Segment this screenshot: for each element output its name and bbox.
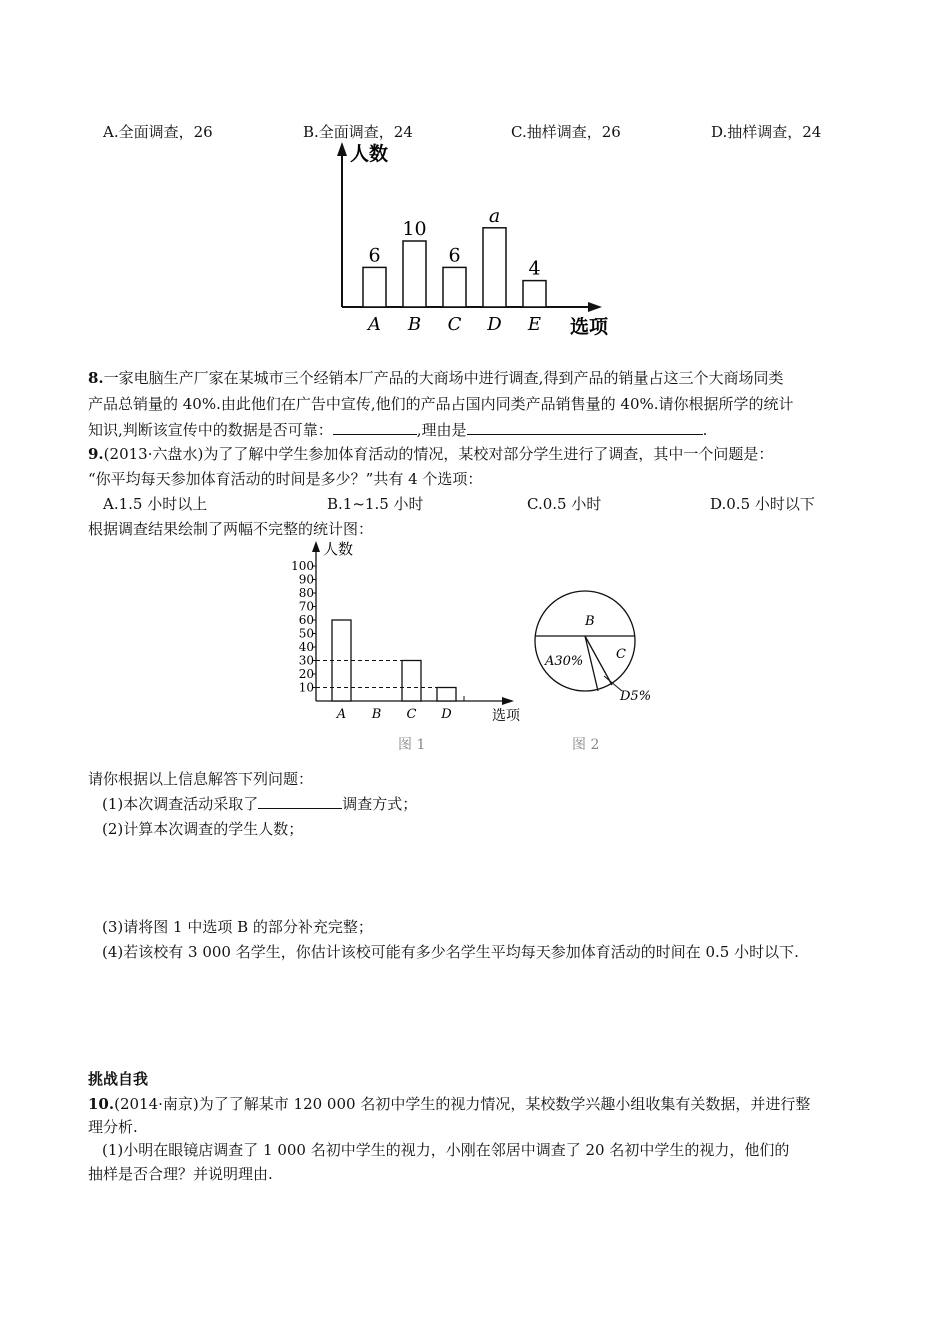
q8-text-1: 一家电脑生产厂家在某城市三个经销本厂产品的大商场中进行调查,得到产品的销量占这三个大商场同类 (103, 369, 784, 387)
q9-prompt: 请你根据以上信息解答下列问题： (88, 770, 314, 788)
q7-tick-label-a: A (368, 314, 381, 335)
fig1-ytick-label: 10 (298, 680, 314, 695)
q9-option-d: D.0.5 小时以下 (710, 495, 815, 513)
pie-label-a: A30% (545, 654, 584, 669)
q9-option-b: B.1~1.5 小时 (327, 495, 424, 513)
fig1-ylabel: 人数 (323, 540, 354, 558)
q9-sub3: (3)请将图 1 中选项 B 的部分补充完整； (102, 918, 373, 936)
q7-option-a: A.全面调查，26 (103, 123, 213, 141)
q7-option-b: B.全面调查，24 (303, 123, 413, 141)
q10-number: 10. (88, 1095, 115, 1113)
fig1-bar-c (402, 661, 421, 702)
q7-ylabel: 人数 (350, 143, 389, 165)
q10-line-1 (88, 1093, 868, 1115)
q7-tick-label-c: C (447, 314, 462, 335)
q7-option-d: D.抽样调查，24 (711, 123, 822, 141)
q7-value-label-c: 6 (448, 244, 461, 267)
q7-option-c: C.抽样调查，26 (511, 123, 621, 141)
q7-tick-label-b: B (407, 314, 422, 335)
q8-blank-reason[interactable] (467, 420, 703, 435)
fig1-xtick-label-d: D (441, 707, 452, 722)
fig1-xtick-label-b: B (371, 707, 382, 722)
q7-value-label-e: 4 (528, 257, 541, 280)
fig1-bar-a (332, 620, 351, 701)
fig1-ytick-label: 50 (298, 626, 314, 641)
q7-value-label-a: 6 (368, 244, 381, 267)
fig1-caption: 图 1 (398, 737, 426, 753)
fig1-ytick-label: 60 (298, 613, 314, 627)
q10-text-1: (2014·南京)为了了解某市 120 000 名初中学生的视力情况，某校数学兴趣小组收集有关数据，并进行整 (114, 1095, 811, 1113)
fig1-ytick-label: 100 (291, 559, 314, 573)
q7-bar-a (363, 267, 386, 307)
pie-label-d: D5% (620, 689, 652, 704)
q9-fig2-pie-chart (530, 583, 665, 708)
fig1-ytick-label: 30 (298, 653, 314, 668)
q10-line-3: (1)小明在眼镜店调查了 1 000 名初中学生的视力，小刚在邻居中调查了 20 名初中学生的视力，他们的 (102, 1141, 790, 1159)
q7-value-label-b: 10 (402, 218, 427, 240)
fig1-ytick-label: 40 (298, 640, 314, 654)
q7-bar-chart (320, 140, 630, 345)
q7-value-label-d: a (488, 204, 501, 227)
fig1-ytick-label: 80 (298, 586, 314, 600)
q9-option-a: A.1.5 小时以上 (103, 495, 208, 513)
pie-label-b: B (585, 614, 595, 629)
q8-text-3b: ,理由是 (416, 421, 467, 439)
q9-sub1 (88, 793, 882, 815)
q8-text-3c: . (702, 421, 708, 439)
q10-line-4: 抽样是否合理？并说明理由. (88, 1165, 273, 1183)
fig1-xtick-label-a: A (336, 707, 347, 722)
q9-fig1-bar-chart (280, 538, 530, 728)
q10-line-2: 理分析. (88, 1118, 138, 1136)
q9-blank-method[interactable] (258, 794, 342, 809)
q7-bar-c (443, 267, 466, 307)
fig1-ytick-label: 70 (298, 599, 314, 614)
q8-text-3a: 知识,判断该宣传中的数据是否可靠： (88, 421, 333, 439)
q9-sub1-b: 调查方式； (342, 795, 418, 813)
fig1-bar-d (437, 688, 456, 702)
q8-blank-reliable[interactable] (333, 420, 417, 435)
q9-option-c: C.0.5 小时 (527, 495, 602, 513)
q7-bar-d (483, 228, 506, 307)
fig1-xtick-label-c: C (406, 707, 417, 722)
fig1-ytick-label: 90 (298, 572, 314, 587)
q7-tick-label-d: D (487, 314, 502, 335)
q7-bar-e (523, 281, 546, 307)
q7-bar-b (403, 241, 426, 307)
q9-line-3: 根据调查结果绘制了两幅不完整的统计图： (88, 520, 374, 538)
q8-line-2: 产品总销量的 40%.由此他们在广告中宣传,他们的产品占国内同类产品销售量的 40%.请你根据所学的统计 (88, 395, 794, 413)
fig1-ytick-label: 20 (298, 667, 314, 681)
q7-tick-label-e: E (527, 314, 542, 335)
q9-sub2: (2)计算本次调查的学生人数； (102, 820, 304, 838)
q9-line-2: “你平均每天参加体育活动的时间是多少？”共有 4 个选项： (88, 470, 483, 488)
pie-label-c: C (616, 647, 626, 662)
q9-sub4: (4)若该校有 3 000 名学生，你估计该校可能有多少名学生平均每天参加体育活动的时间在 0.5 小时以下. (102, 943, 799, 961)
q8-line-1 (88, 367, 868, 389)
q7-xlabel: 选项 (570, 316, 609, 338)
q9-text-1: (2013·六盘水)为了了解中学生参加体育活动的情况，某校对部分学生进行了调查，其中一个问题是： (103, 445, 774, 463)
challenge-heading: 挑战自我 (88, 1070, 149, 1088)
q9-line-1 (88, 443, 868, 465)
q8-line-3 (88, 419, 868, 441)
q8-number: 8. (88, 369, 104, 387)
fig1-xlabel: 选项 (492, 708, 520, 724)
q9-number: 9. (88, 445, 104, 463)
q9-sub1-a: (1)本次调查活动采取了 (102, 795, 259, 813)
fig2-caption: 图 2 (572, 737, 600, 753)
